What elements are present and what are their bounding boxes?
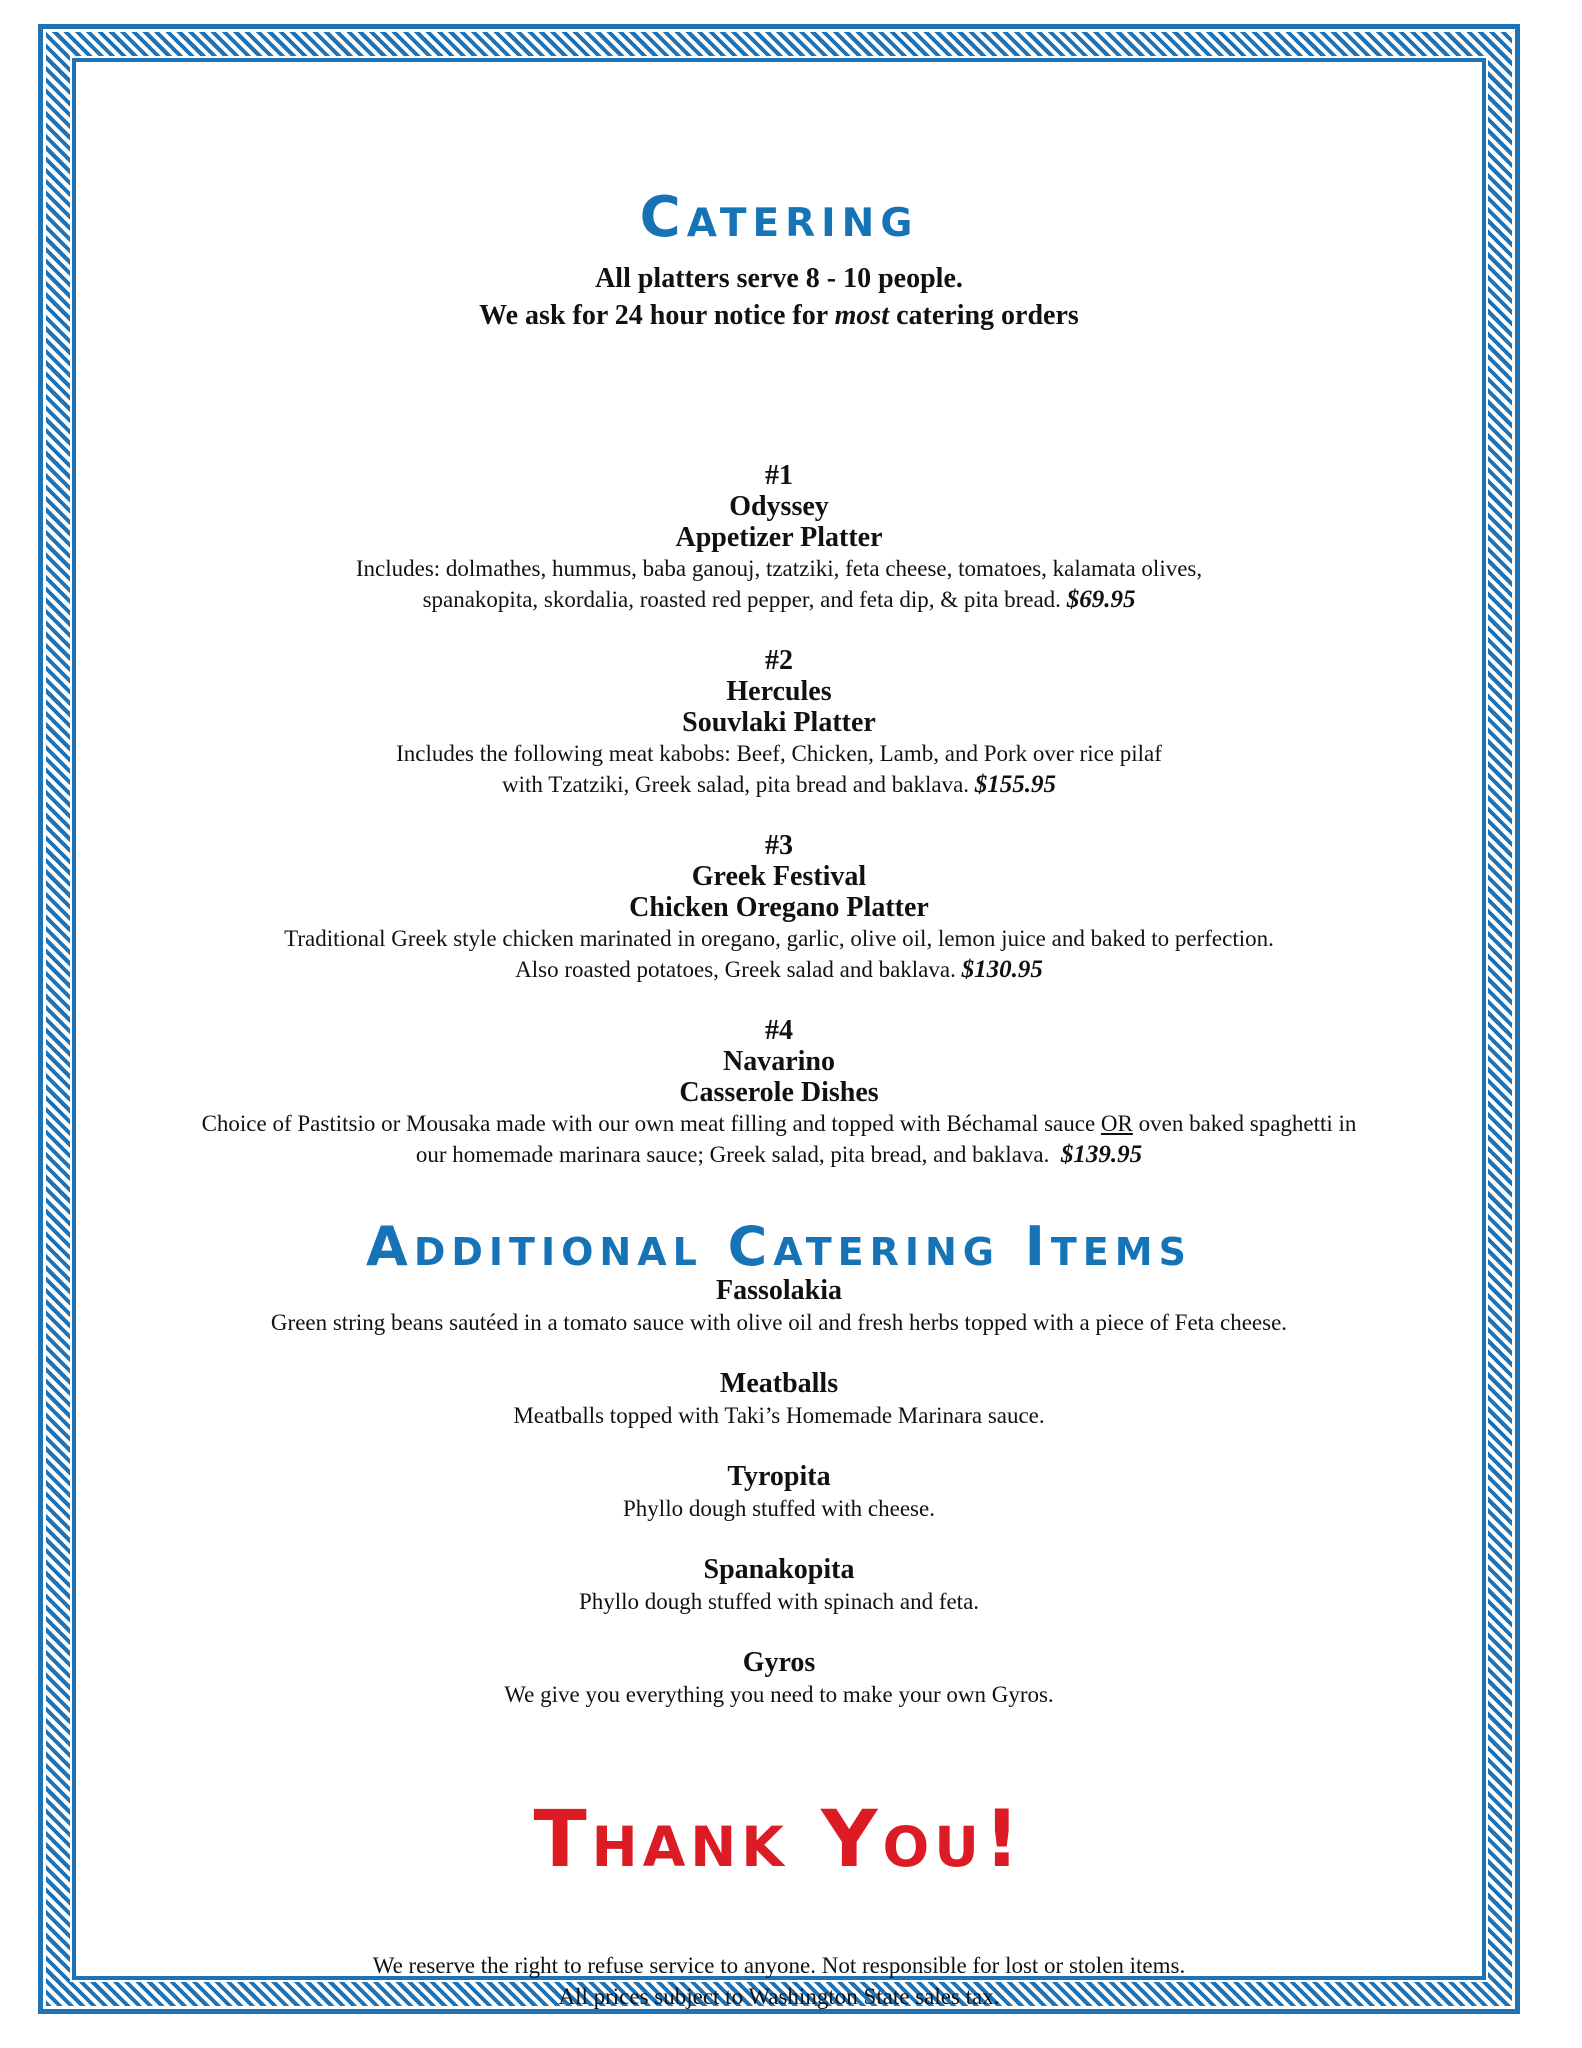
platter-description: [80, 923, 1478, 985]
additional-items-title: Additional Catering Items: [366, 1215, 1192, 1278]
platter-desc-line-2: [80, 769, 1478, 800]
footer-line-1: We reserve the right to refuse service to anyone. Not responsible for lost or stolen items.: [372, 1953, 1186, 1978]
item-spanakopita: [80, 1554, 1478, 1617]
catering-title: Catering: [639, 185, 919, 250]
item-gyros: [80, 1647, 1478, 1710]
item-name: Meatballs: [719, 1368, 839, 1399]
platter-2: [80, 645, 1478, 800]
intro-line-1: All platters serve 8 - 10 people.: [595, 263, 963, 294]
platter-desc-line-1: [80, 1108, 1478, 1139]
platter-description: [80, 553, 1478, 615]
item-description: Phyllo dough stuffed with cheese.: [623, 1496, 935, 1521]
platter-desc-text: our homemade marinara sauce; Greek salad, pita bread, and baklava.: [415, 1142, 1050, 1167]
platter-desc-text: Choice of Pastitsio or Mousaka made with our own meat filling and topped with Béchamal sauce: [201, 1111, 1101, 1136]
platter-desc-line-1: Traditional Greek style chicken marinated in oregano, garlic, olive oil, lemon juice and baked to perfection.: [284, 926, 1274, 951]
platter-desc-line-2: [80, 1139, 1478, 1170]
platter-name: Navarino: [723, 1046, 835, 1077]
platter-description: [80, 1108, 1478, 1170]
item-fassolakia: [80, 1275, 1478, 1338]
platter-desc-line-1: Includes the following meat kabobs: Beef, Chicken, Lamb, and Pork over rice pilaf: [396, 741, 1162, 766]
platter-number: #2: [765, 645, 793, 676]
platter-price: $69.95: [1066, 586, 1136, 613]
platter-price: $130.95: [961, 956, 1043, 983]
platter-price: $155.95: [974, 771, 1057, 798]
platter-desc-text: with Tzatziki, Greek salad, pita bread and baklava.: [501, 772, 970, 797]
platter-subtitle: Chicken Oregano Platter: [629, 892, 929, 923]
intro-line-2-end: catering orders: [889, 300, 1079, 331]
platter-desc-text: oven baked spaghetti in: [1132, 1111, 1357, 1136]
item-name: Spanakopita: [703, 1554, 855, 1585]
item-meatballs: [80, 1368, 1478, 1431]
item-name: Tyropita: [727, 1461, 831, 1492]
platter-description: [80, 738, 1478, 800]
platter-name: Odyssey: [729, 491, 829, 522]
item-description: We give you everything you need to make your own Gyros.: [504, 1682, 1054, 1707]
platter-desc-line-1: Includes: dolmathes, hummus, baba ganouj, tzatziki, feta cheese, tomatoes, kalamata olives,: [355, 556, 1203, 581]
intro-line-2-emphasis: most: [834, 300, 890, 331]
platter-subtitle: Casserole Dishes: [679, 1077, 879, 1108]
platter-number: #3: [765, 830, 793, 861]
item-description: Phyllo dough stuffed with spinach and feta.: [578, 1589, 980, 1614]
footer-notice: [80, 1950, 1478, 2012]
platter-4: [80, 1015, 1478, 1170]
platter-desc-text: Also roasted potatoes, Greek salad and baklava.: [515, 957, 956, 982]
platter-name: Hercules: [726, 676, 832, 707]
item-tyropita: [80, 1461, 1478, 1524]
intro-line-2-start: We ask for 24 hour notice for: [479, 300, 835, 331]
platter-desc-line-2: [80, 584, 1478, 615]
item-description: Meatballs topped with Taki’s Homemade Marinara sauce.: [513, 1403, 1045, 1428]
intro-text: [80, 260, 1478, 334]
platter-desc-line-2: [80, 954, 1478, 985]
item-name: Fassolakia: [715, 1275, 843, 1306]
platter-number: #4: [765, 1015, 793, 1046]
item-description: Green string beans sautéed in a tomato sauce with olive oil and fresh herbs topped with a piece of Feta cheese.: [270, 1310, 1288, 1335]
platter-price: $139.95: [1060, 1141, 1143, 1168]
platter-subtitle: Appetizer Platter: [675, 522, 883, 553]
platter-1: [80, 460, 1478, 615]
platter-number: #1: [765, 460, 793, 491]
footer-line-2: All prices subject to Washington State sales tax.: [558, 1984, 1000, 2009]
item-name: Gyros: [742, 1647, 816, 1678]
platter-subtitle: Souvlaki Platter: [682, 707, 876, 738]
platter-3: [80, 830, 1478, 985]
platter-desc-text: spanakopita, skordalia, roasted red pepper, and feta dip, & pita bread.: [422, 587, 1061, 612]
thank-you-heading: Thank You!: [533, 1795, 1025, 1885]
platter-desc-or: OR: [1100, 1111, 1133, 1136]
platter-name: Greek Festival: [691, 861, 867, 892]
intro-line-2: [80, 297, 1478, 334]
